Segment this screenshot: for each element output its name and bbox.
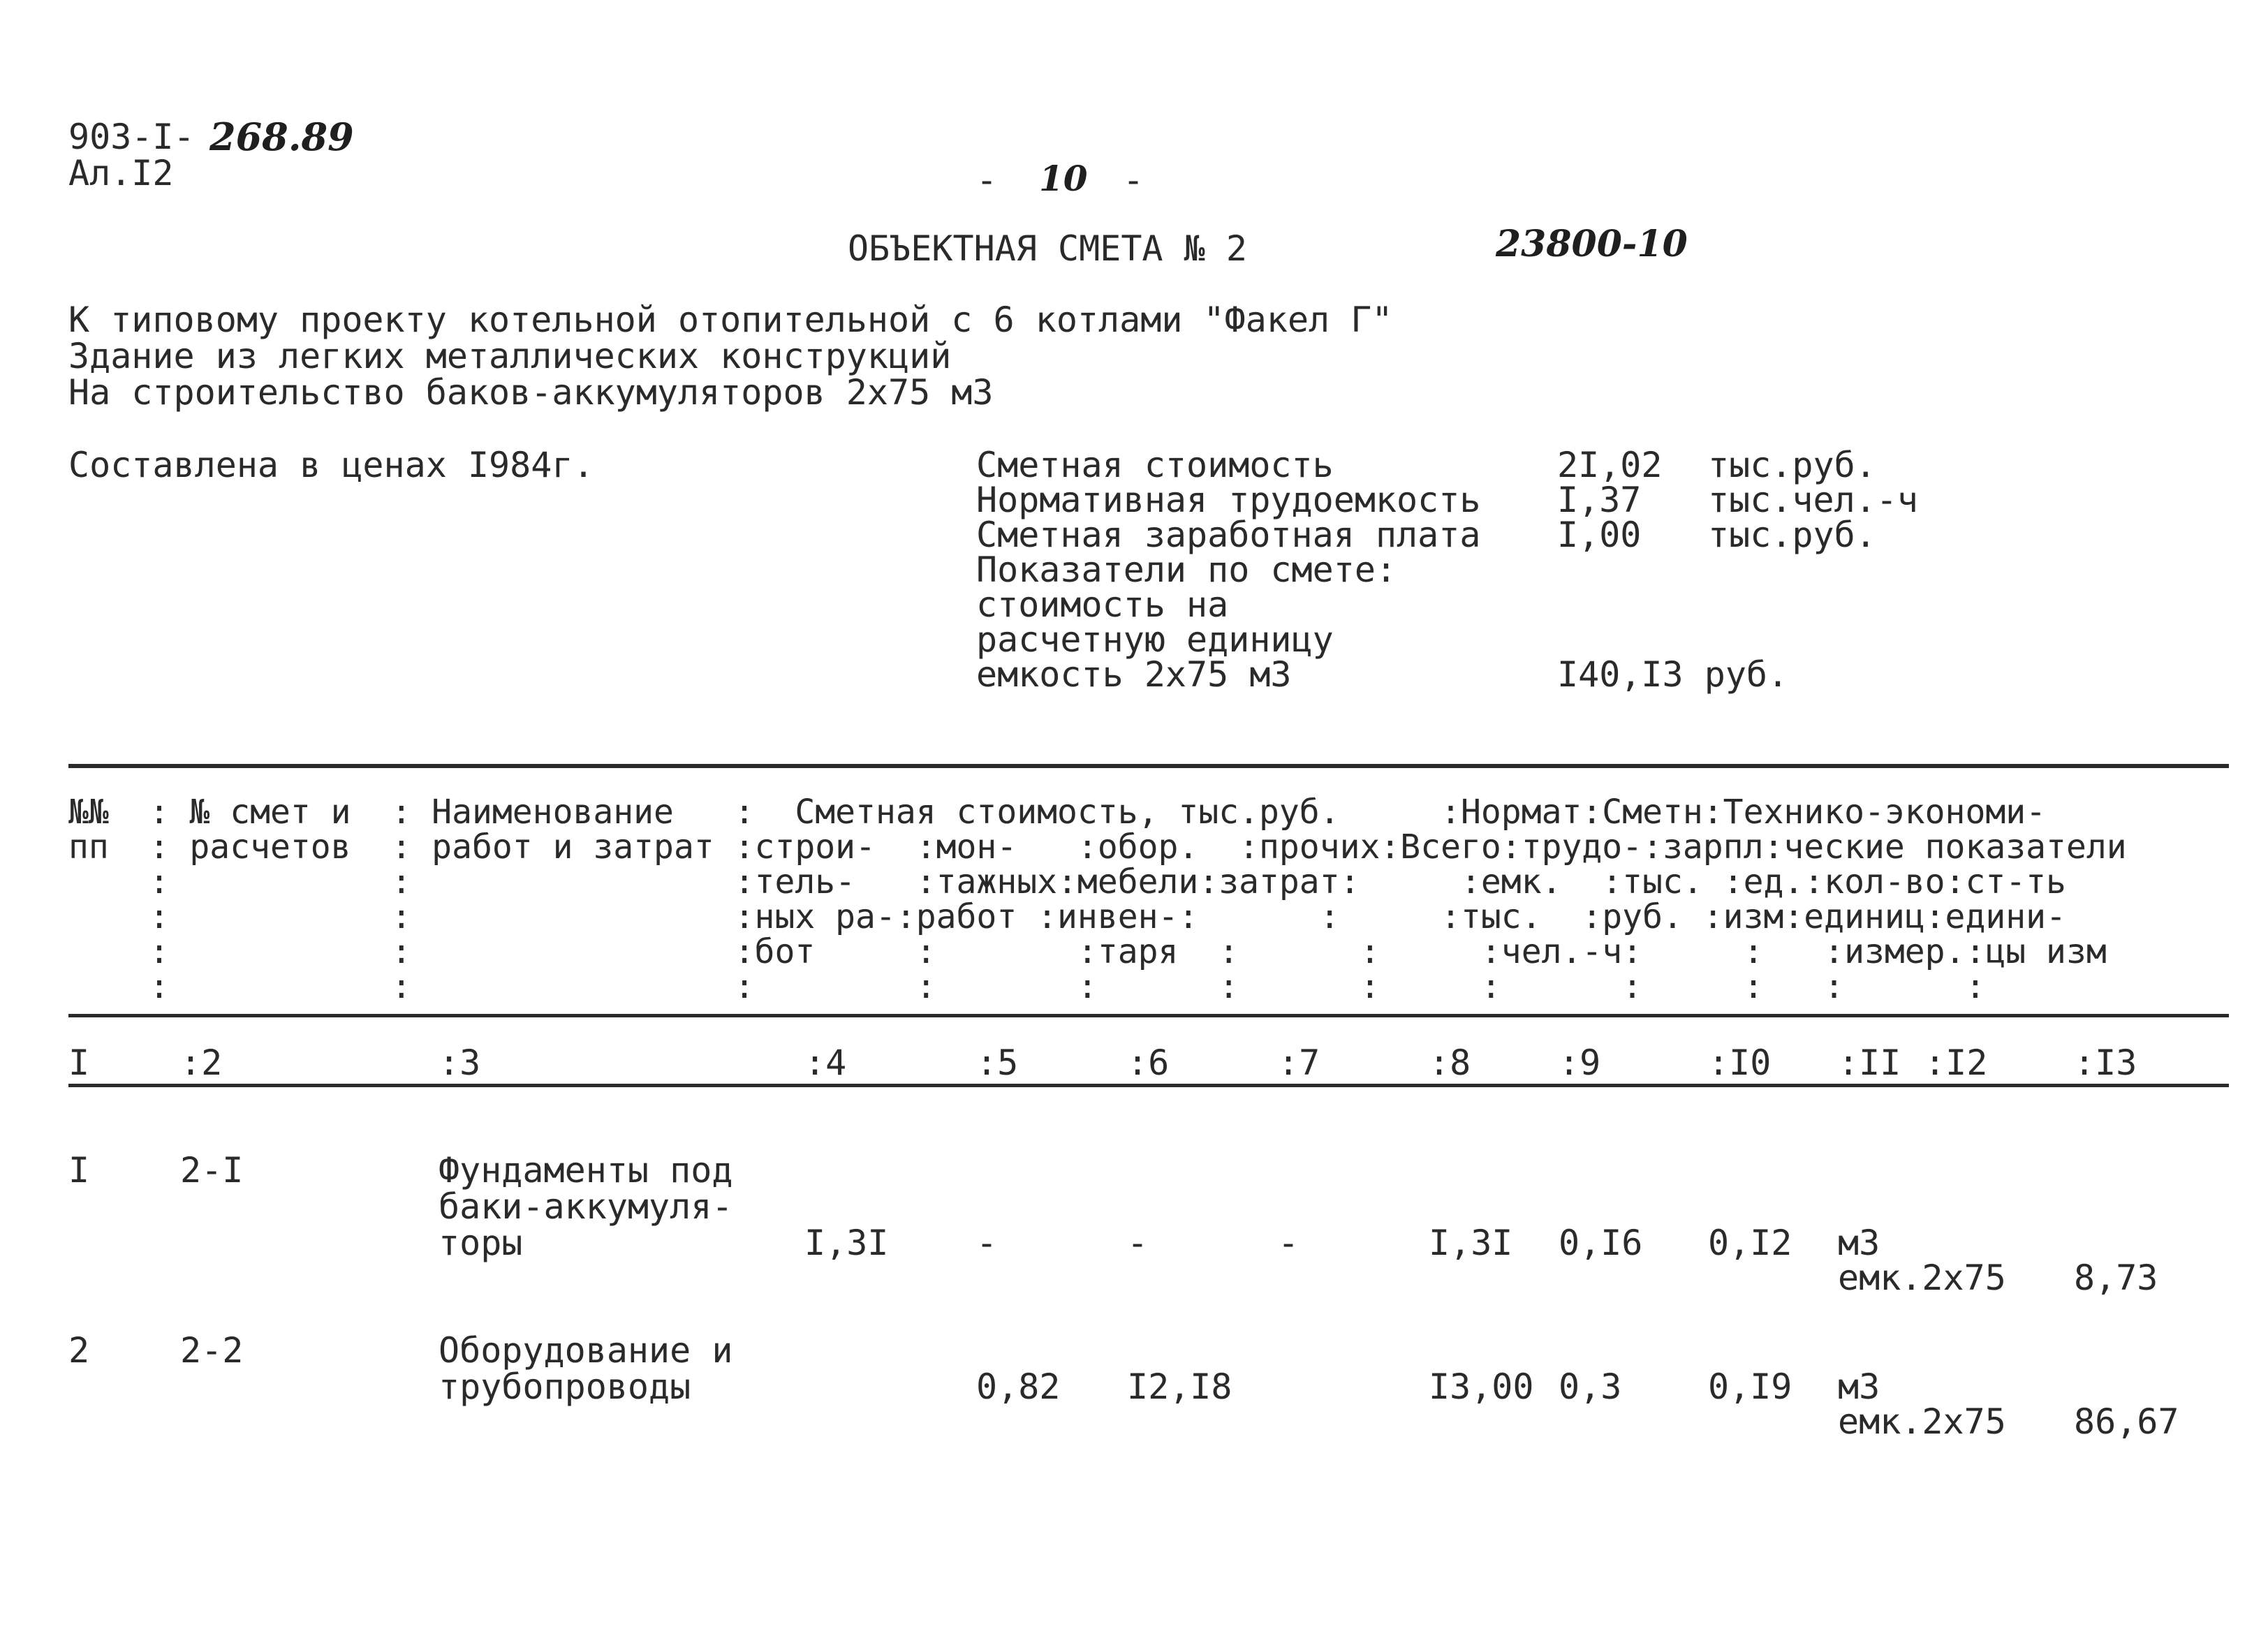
column-number: :9 [1559, 1043, 1601, 1083]
summary-unit-labor: тыс.чел.-ч [1708, 480, 1919, 520]
table-header-rule [68, 1014, 2229, 1017]
row-name-line: Оборудование и [439, 1330, 733, 1371]
table-header-line: : : :бот : :таря : : :чел.-ч: : :измер.:цы изм [68, 932, 2107, 971]
row-stroit-value: I,3I [804, 1223, 889, 1263]
indicators-value: I40,I3 руб. [1557, 654, 1789, 695]
row-unit-line: м3 [1838, 1367, 1880, 1407]
row-number: I [68, 1150, 90, 1191]
table-header-line: : : :тель- :тажных:мебели:затрат: :емк. :тыс. :ед.:кол-во:ст-ть [68, 862, 2066, 901]
summary-label-labor: Нормативная трудоемкость [976, 480, 1481, 520]
table-header-line: : : : : : : : : : : : : [68, 967, 1986, 1006]
row-unit-line: м3 [1838, 1223, 1880, 1263]
column-number: :7 [1278, 1043, 1320, 1083]
summary-label-wages: Сметная заработная плата [976, 515, 1481, 555]
album-number: Ал.I2 [68, 153, 174, 193]
row-unit-cost-value: 8,73 [2074, 1258, 2158, 1298]
row-labor-value: 0,3 [1559, 1367, 1622, 1407]
column-number: :I3 [2074, 1043, 2137, 1083]
row-number: 2 [68, 1330, 90, 1371]
table-header-line: пп : расчетов : работ и затрат :строи- :мон- :обор. :прочих:Всего:трудо-:зарпл:ческие показатели [68, 827, 2127, 867]
indicators-line-2: стоимость на [976, 584, 1229, 625]
intro-line-1: К типовому проекту котельной отопительной с 6 котлами "Факел Г" [68, 300, 1393, 340]
table-top-rule [68, 764, 2229, 768]
row-wages-value: 0,I9 [1708, 1367, 1792, 1407]
column-number: :3 [439, 1043, 481, 1083]
indicators-line-4: емкость 2х75 м3 [976, 654, 1292, 695]
row-total-value: I3,00 [1429, 1367, 1534, 1407]
column-numbers-rule [68, 1084, 2229, 1087]
table-header-line: №№ : № смет и : Наименование : Сметная стоимость, тыс.руб. :Нормат:Сметн:Технико-экономи- [68, 793, 2047, 832]
column-number: :8 [1429, 1043, 1471, 1083]
summary-label-cost: Сметная стоимость [976, 445, 1334, 485]
column-number: :II [1838, 1043, 1901, 1083]
column-number: I [68, 1043, 90, 1083]
row-unit-line: емк.2х75 [1838, 1401, 2006, 1442]
prices-note: Составлена в ценах I984г. [68, 445, 594, 485]
doc-code-prefix: 903-I- [68, 117, 195, 157]
row-calc-number: 2-I [180, 1150, 244, 1191]
column-number: :4 [804, 1043, 847, 1083]
column-number: :I0 [1708, 1043, 1772, 1083]
intro-line-2: Здание из легких металлических конструкций [68, 336, 952, 376]
indicators-line-3: расчетную единицу [976, 619, 1334, 660]
row-name-line: Фундаменты под [439, 1150, 733, 1191]
column-number: :6 [1127, 1043, 1170, 1083]
stamp-number: 23800-10 [1496, 223, 1688, 265]
indicators-line-1: Показатели по смете: [976, 550, 1397, 590]
summary-unit-cost: тыс.руб. [1708, 445, 1876, 485]
row-total-value: I,3I [1429, 1223, 1513, 1263]
row-name-line: баки-аккумуля- [439, 1186, 733, 1227]
doc-code-handwritten: 268.89 [209, 115, 354, 159]
page-dash-left: - [976, 160, 998, 200]
row-wages-value: 0,I2 [1708, 1223, 1792, 1263]
column-number: :2 [180, 1043, 223, 1083]
row-unit-line: емк.2х75 [1838, 1258, 2006, 1298]
column-number: :5 [976, 1043, 1019, 1083]
summary-unit-wages: тыс.руб. [1708, 515, 1876, 555]
summary-value-wages: I,00 [1557, 515, 1642, 555]
row-name-line: трубопроводы [439, 1367, 691, 1407]
row-calc-number: 2-2 [180, 1330, 244, 1371]
row-montazh-value: 0,82 [976, 1367, 1061, 1407]
intro-line-3: На строительство баков-аккумуляторов 2х75 м3 [68, 372, 994, 413]
page-dash-right: - [1123, 160, 1144, 200]
row-name-line: торы [439, 1223, 523, 1263]
page-number: 10 [1039, 158, 1088, 199]
column-number: :I2 [1924, 1043, 1988, 1083]
row-unit-cost-value: 86,67 [2074, 1401, 2179, 1442]
row-montazh-value: - [976, 1223, 998, 1263]
document-title: ОБЪЕКТНАЯ СМЕТА № 2 [848, 228, 1247, 269]
table-header-line: : : :ных ра-:работ :инвен-: : :тыс. :руб. :изм:единиц:едини- [68, 897, 2066, 936]
row-prochie-value: - [1278, 1223, 1299, 1263]
row-obor-value: - [1127, 1223, 1149, 1263]
row-labor-value: 0,I6 [1559, 1223, 1643, 1263]
row-obor-value: I2,I8 [1127, 1367, 1232, 1407]
summary-value-cost: 2I,02 [1557, 445, 1663, 485]
summary-value-labor: I,37 [1557, 480, 1642, 520]
